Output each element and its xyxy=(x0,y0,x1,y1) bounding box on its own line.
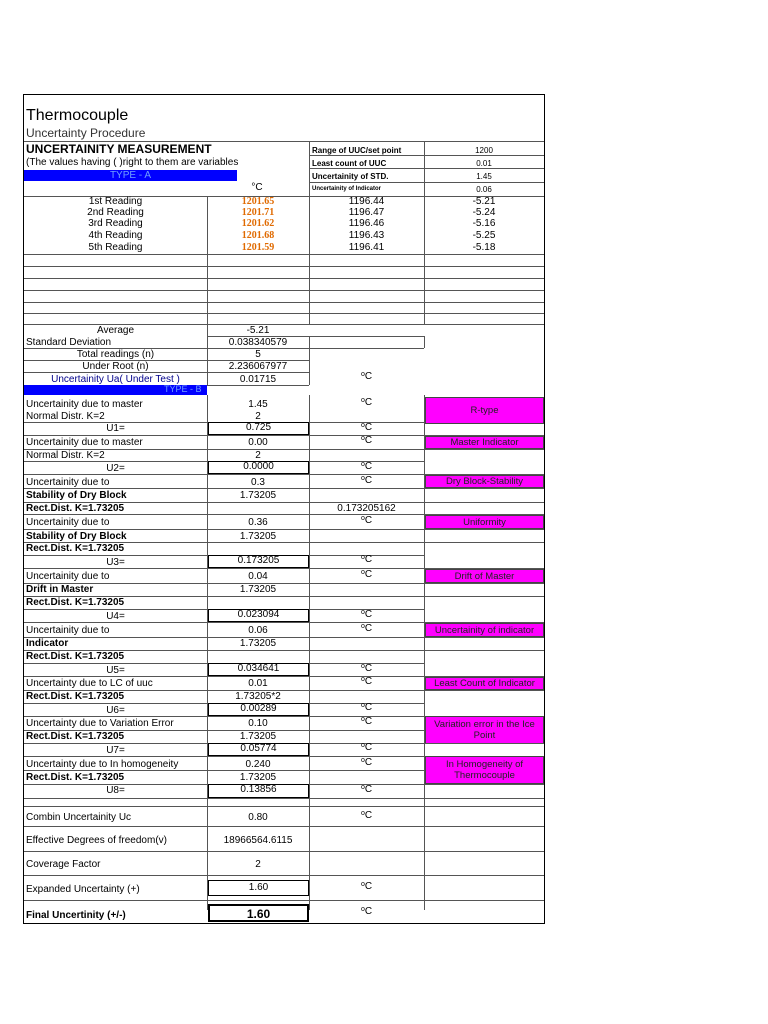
master1-value: 1.45 xyxy=(248,399,268,410)
unit-label: $^o$C xyxy=(361,569,373,580)
unit-label: $^o$C xyxy=(361,623,373,634)
reading-label: 2nd Reading xyxy=(87,207,144,218)
lc-label: Uncertainty due to LC of uuc xyxy=(26,678,153,689)
u1-label: U1= xyxy=(106,423,125,434)
reading-uuc: 1201.71 xyxy=(241,207,275,218)
rect-7-label: Rect.Dist. K=1.73205 xyxy=(26,772,125,783)
stability-1-label: Stability of Dry Block xyxy=(26,490,127,501)
u6-label: U6= xyxy=(106,705,125,716)
reading-uuc: 1201.62 xyxy=(241,218,275,229)
unit-label: $^o$C xyxy=(361,881,373,892)
unit-label: $^o$C xyxy=(361,906,373,917)
rect-5-value: 1.73205*2 xyxy=(235,691,281,702)
sheet-subtitle: Uncertainty Procedure xyxy=(26,126,146,140)
reading-diff: -5.16 xyxy=(472,218,496,229)
row-divider xyxy=(24,770,424,771)
tag-dry-block-stability: Dry Block-Stability xyxy=(425,475,544,488)
coverage-value: 2 xyxy=(255,859,261,870)
tag-in-homogeneity: In Homogeneity of Thermocouple xyxy=(425,756,544,784)
stability-1-value: 1.73205 xyxy=(239,490,277,501)
tag-drift-of-master: Drift of Master xyxy=(425,569,544,583)
u8-value: 0.13856 xyxy=(208,784,309,798)
row-divider xyxy=(24,851,544,852)
rect-5-label: Rect.Dist. K=1.73205 xyxy=(26,691,125,702)
info-value: 0.01 xyxy=(476,159,492,168)
row-divider xyxy=(24,826,544,827)
combined-value: 0.80 xyxy=(248,812,268,823)
due-to-3-value: 0.04 xyxy=(248,571,268,582)
col-divider xyxy=(424,336,425,348)
tag-variation-error: Variation error in the Ice Point xyxy=(425,716,544,744)
average-label: Average xyxy=(96,325,135,336)
master1-label: Uncertainity due to master xyxy=(26,399,143,410)
unit-label: $^o$C xyxy=(361,475,373,486)
reading-label: 1st Reading xyxy=(88,196,143,207)
n-label: Total readings (n) xyxy=(76,349,155,360)
unit-label: $^o$C xyxy=(361,515,373,526)
due-to-1-value: 0.3 xyxy=(251,477,265,488)
row-divider xyxy=(24,266,544,267)
inhomo-value: 0.240 xyxy=(245,759,271,770)
col-divider xyxy=(424,395,425,910)
row-divider xyxy=(24,798,544,799)
stability-2-label: Stability of Dry Block xyxy=(26,531,127,542)
row-divider xyxy=(24,900,544,901)
tag-master-indicator: Master Indicator xyxy=(425,436,544,449)
coverage-label: Coverage Factor xyxy=(26,859,101,870)
reading-label: 5th Reading xyxy=(88,242,143,253)
type-b-label: TYPE - B xyxy=(164,384,202,394)
due-to-2-label: Uncertainity due to xyxy=(26,517,110,528)
dof-label: Effective Degrees of freedom(v) xyxy=(26,835,167,846)
tag-least-count: Least Count of Indicator xyxy=(425,677,544,690)
u4-label: U4= xyxy=(106,611,125,622)
expanded-value: 1.60 xyxy=(208,880,309,896)
rect-6-value: 1.73205 xyxy=(239,731,277,742)
row-divider xyxy=(24,529,544,530)
rect-4-label: Rect.Dist. K=1.73205 xyxy=(26,651,125,662)
rect-7-value: 1.73205 xyxy=(239,772,277,783)
reading-diff: -5.18 xyxy=(472,242,496,253)
indicator-value: 1.73205 xyxy=(239,638,277,649)
col-divider xyxy=(309,336,310,385)
tag-uniformity: Uniformity xyxy=(425,515,544,529)
unit-label: $^o$C xyxy=(361,554,373,565)
combined-label: Combin Uncertainity Uc xyxy=(26,812,132,823)
unit-label: $^o$C xyxy=(361,461,373,472)
info-label: Uncertainity of Indicator xyxy=(312,186,382,192)
row-divider xyxy=(24,278,544,279)
reading-std: 1196.44 xyxy=(348,196,385,207)
info-value: 0.06 xyxy=(476,185,492,194)
u4-value: 0.023094 xyxy=(208,609,309,622)
variables-note: (The values having ( )right to them are variables xyxy=(26,157,239,168)
drift-label: Drift in Master xyxy=(26,584,94,595)
ua-label: Uncertainity Ua( Under Test ) xyxy=(51,374,180,385)
normal2-label: Normal Distr. K=2 xyxy=(26,450,105,461)
unit-label: $^o$C xyxy=(361,716,373,727)
u2-value: 0.0000 xyxy=(208,461,309,474)
final-label: Final Uncertinity (+/-) xyxy=(26,910,126,921)
u7-label: U7= xyxy=(106,745,125,756)
unit-label: $^o$C xyxy=(361,784,373,795)
row-divider xyxy=(24,806,544,807)
unit-label: $^o$C xyxy=(361,810,373,821)
u3-label: U3= xyxy=(106,557,125,568)
due-to-4-label: Uncertainity due to xyxy=(26,625,110,636)
master2-label: Uncertainity due to master xyxy=(26,437,143,448)
normal2-value: 2 xyxy=(255,450,261,461)
lc-value: 0.01 xyxy=(248,678,268,689)
row-divider xyxy=(24,488,544,489)
row-divider xyxy=(24,875,544,876)
u2-label: U2= xyxy=(106,463,125,474)
reading-diff: -5.21 xyxy=(472,196,496,207)
ua-value: 0.01715 xyxy=(239,374,277,385)
info-value: 1.45 xyxy=(476,172,492,181)
expanded-label: Expanded Uncertainty (+) xyxy=(26,884,140,895)
u8-label: U8= xyxy=(106,785,125,796)
sd-label: Standard Deviation xyxy=(26,337,112,348)
unit-label: $^o$C xyxy=(361,397,373,408)
n-value: 5 xyxy=(255,349,261,360)
row-divider xyxy=(24,313,544,314)
rect-6-label: Rect.Dist. K=1.73205 xyxy=(26,731,125,742)
reading-uuc: 1201.59 xyxy=(241,242,275,253)
row-divider xyxy=(24,290,544,291)
u3-value: 0.173205 xyxy=(208,555,309,568)
info-value: 1200 xyxy=(475,146,493,155)
variation-value: 0.10 xyxy=(248,718,268,729)
rect-1-label: Rect.Dist. K=1.73205 xyxy=(26,503,125,514)
unit-label xyxy=(207,182,307,193)
variation-label: Uncertainty due to Variation Error xyxy=(26,718,174,729)
unit-label: $^o$C xyxy=(361,742,373,753)
sheet-title: Thermocouple xyxy=(26,107,129,124)
indicator-label: Indicator xyxy=(26,638,69,649)
u5-label: U5= xyxy=(106,665,125,676)
unit-label: $^o$C xyxy=(361,371,373,382)
col-divider xyxy=(309,141,310,197)
row-divider xyxy=(309,182,544,183)
u1-value: 0.725 xyxy=(208,422,309,435)
unit-label: $^o$C xyxy=(361,609,373,620)
unit-label: $^o$C xyxy=(361,663,373,674)
uncertainty-sheet xyxy=(23,94,545,924)
u7-value: 0.05774 xyxy=(208,743,309,756)
info-label: Least count of UUC xyxy=(312,159,387,168)
reading-std: 1196.47 xyxy=(348,207,385,218)
reading-diff: -5.25 xyxy=(472,230,496,241)
u5-value: 0.034641 xyxy=(208,663,309,676)
reading-label: 3rd Reading xyxy=(88,218,143,229)
reading-label: 4th Reading xyxy=(88,230,143,241)
rect-1-side-value: 0.173205162 xyxy=(337,503,396,514)
root-label: Under Root (n) xyxy=(82,361,149,372)
type-a-label: TYPE - A xyxy=(109,170,152,181)
rect-3-label: Rect.Dist. K=1.73205 xyxy=(26,597,125,608)
unit-label: $^o$C xyxy=(361,422,373,433)
section-heading: UNCERTAINITY MEASUREMENT xyxy=(26,142,212,156)
unit-label: $^o$C xyxy=(361,702,373,713)
normal1-value: 2 xyxy=(255,411,261,422)
final-value: 1.60 xyxy=(208,904,309,922)
normal1-label: Normal Distr. K=2 xyxy=(26,411,105,422)
inhomo-label: Uncertainty due to In homogeneity xyxy=(26,759,179,770)
due-to-4-value: 0.06 xyxy=(248,625,268,636)
reading-std: 1196.41 xyxy=(348,242,385,253)
stability-2-value: 1.73205 xyxy=(239,531,277,542)
due-to-3-label: Uncertainity due to xyxy=(26,571,110,582)
info-label: Range of UUC/set point xyxy=(312,146,402,155)
drift-value: 1.73205 xyxy=(239,584,277,595)
due-to-1-label: Uncertainity due to xyxy=(26,477,110,488)
col-divider xyxy=(309,395,310,910)
info-label: Uncertainity of STD. xyxy=(312,172,389,181)
master2-value: 0.00 xyxy=(248,437,268,448)
reading-std: 1196.46 xyxy=(348,218,385,229)
dof-value: 18966564.6115 xyxy=(223,835,293,846)
unit-text: °C xyxy=(251,182,263,193)
row-divider xyxy=(24,372,309,373)
rect-2-label: Rect.Dist. K=1.73205 xyxy=(26,543,125,554)
row-divider xyxy=(24,302,544,303)
due-to-2-value: 0.36 xyxy=(248,517,268,528)
unit-label: $^o$C xyxy=(361,757,373,768)
root-value: 2.236067977 xyxy=(228,361,288,372)
reading-diff: -5.24 xyxy=(472,207,496,218)
row-divider xyxy=(24,254,544,255)
reading-uuc: 1201.68 xyxy=(241,230,275,241)
average-value: -5.21 xyxy=(246,325,270,336)
reading-uuc: 1201.65 xyxy=(241,196,275,207)
tag-uncertainity-of-indicator: Uncertainity of indicator xyxy=(425,623,544,637)
sd-value: 0.038340579 xyxy=(228,337,288,348)
unit-label: $^o$C xyxy=(361,435,373,446)
u6-value: 0.00289 xyxy=(208,703,309,716)
reading-std: 1196.43 xyxy=(348,230,385,241)
unit-label: $^o$C xyxy=(361,676,373,687)
tag-rtype: R-type xyxy=(425,397,544,424)
